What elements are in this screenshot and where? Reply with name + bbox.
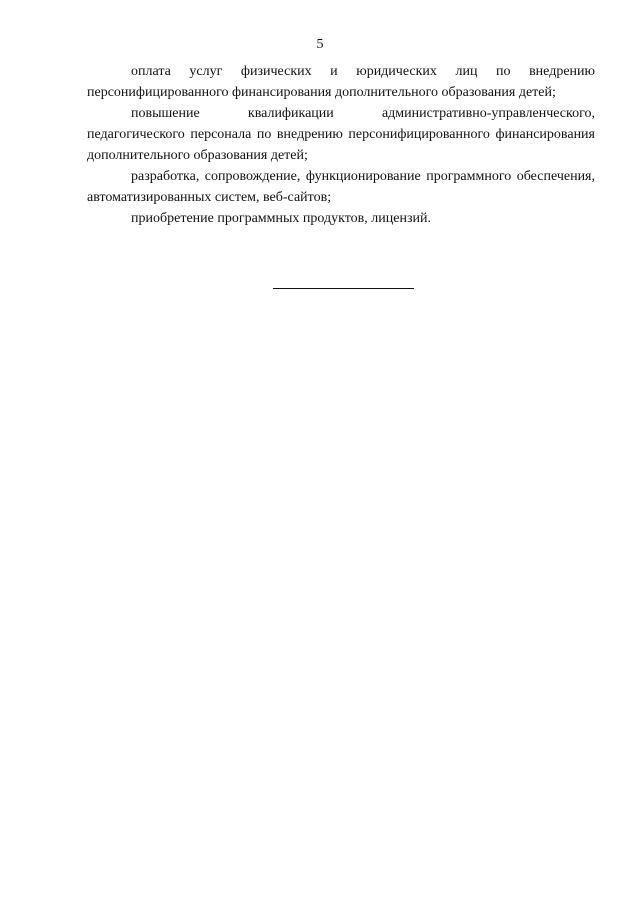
closing-divider — [273, 288, 414, 289]
paragraph-software-licenses: приобретение программных продуктов, лицензий. — [131, 211, 431, 226]
document-body — [87, 61, 595, 229]
page-number: 5 — [316, 37, 324, 52]
paragraph-software-development: разработка, сопровождение, функционирование программного обеспечения, автоматизированных систем, веб-сайтов; — [87, 169, 595, 205]
paragraph-staff-training: повышение квалификации административно-управленческого, педагогического персонала по внедрению персонифицированного финансирования дополнительного образования детей; — [87, 106, 595, 163]
paragraph-payment-services: оплата услуг физических и юридических лиц по внедрению персонифицированного финансирования дополнительного образования детей; — [87, 64, 595, 100]
